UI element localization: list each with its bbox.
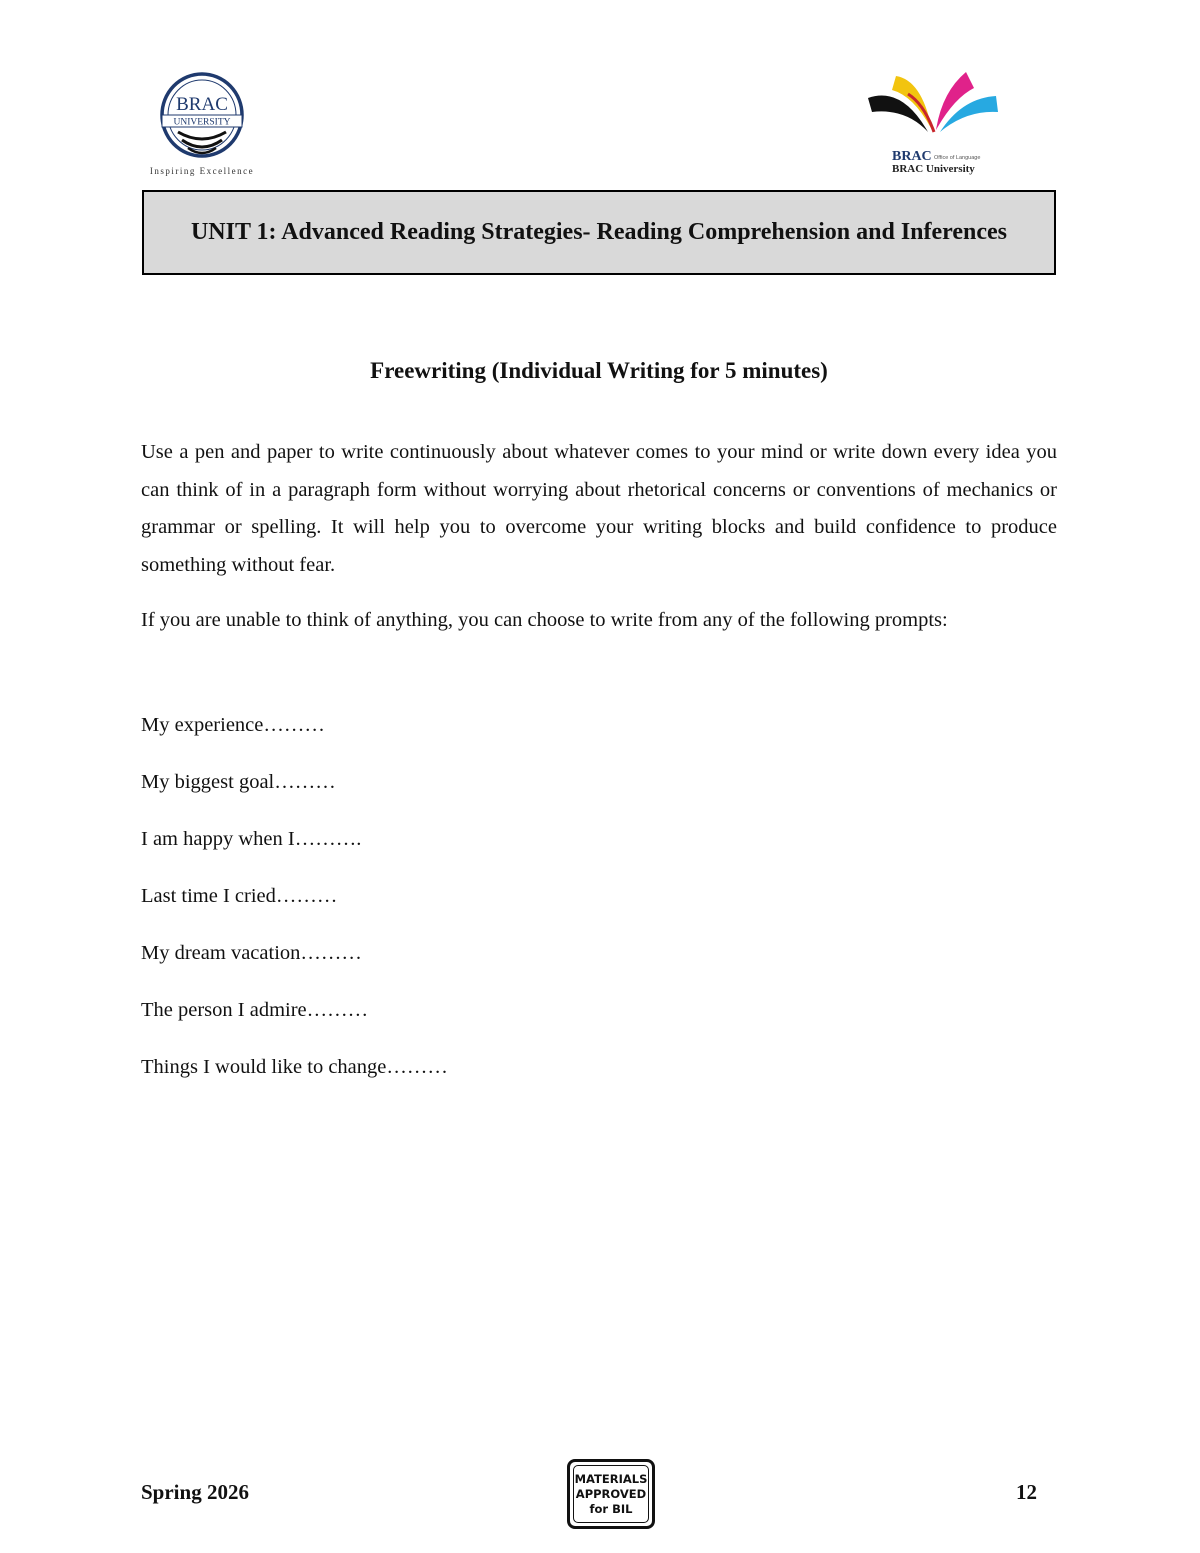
unit-title: UNIT 1: Advanced Reading Strategies- Reading Comprehension and Inferences: [190, 219, 1008, 245]
page-number: 12: [1016, 1480, 1037, 1504]
brac-ol-butterfly-icon: [862, 70, 1002, 178]
ol-logo-university: BRAC University: [892, 163, 975, 175]
ol-logo-office: Office of Language: [934, 155, 981, 161]
prompt-item: My biggest goal………: [141, 771, 336, 793]
ol-logo-brand: BRAC: [892, 149, 932, 164]
prompt-item: I am happy when I……….: [141, 828, 362, 850]
prompt-item: My experience………: [141, 714, 325, 736]
footer-term: Spring 2026: [141, 1480, 249, 1504]
prompt-item: My dream vacation………: [141, 942, 362, 964]
materials-approved-stamp: [567, 1459, 655, 1529]
prompt-item: The person I admire………: [141, 999, 369, 1021]
seal-text-university: UNIVERSITY: [173, 117, 231, 128]
seal-tagline: Inspiring Excellence: [149, 166, 255, 176]
stamp-inner: [573, 1465, 649, 1523]
prompt-item: Last time I cried………: [141, 885, 338, 907]
prompt-item: Things I would like to change………: [141, 1056, 448, 1078]
stamp-line-1: MATERIALS: [574, 1471, 648, 1486]
prompt-list: [141, 705, 448, 1104]
seal-text-brac: BRAC: [176, 94, 228, 115]
unit-title-box: [142, 190, 1056, 275]
brac-university-seal-icon: [140, 70, 265, 178]
section-heading: Freewriting (Individual Writing for 5 minutes): [370, 358, 828, 383]
stamp-line-3: for BIL: [589, 1501, 633, 1516]
instructions-paragraph: Use a pen and paper to write continuously about whatever comes to your mind or write down every idea you can think of in a paragraph form without worrying about rhetorical concerns or conventions of mechanics or grammar or spelling. It will help you to overcome your writing blocks and build confidence to produce something without fear.: [141, 441, 1057, 576]
stamp-line-2: APPROVED: [575, 1486, 647, 1501]
prompts-intro-paragraph: If you are unable to think of anything, you can choose to write from any of the following prompts:: [141, 609, 948, 631]
